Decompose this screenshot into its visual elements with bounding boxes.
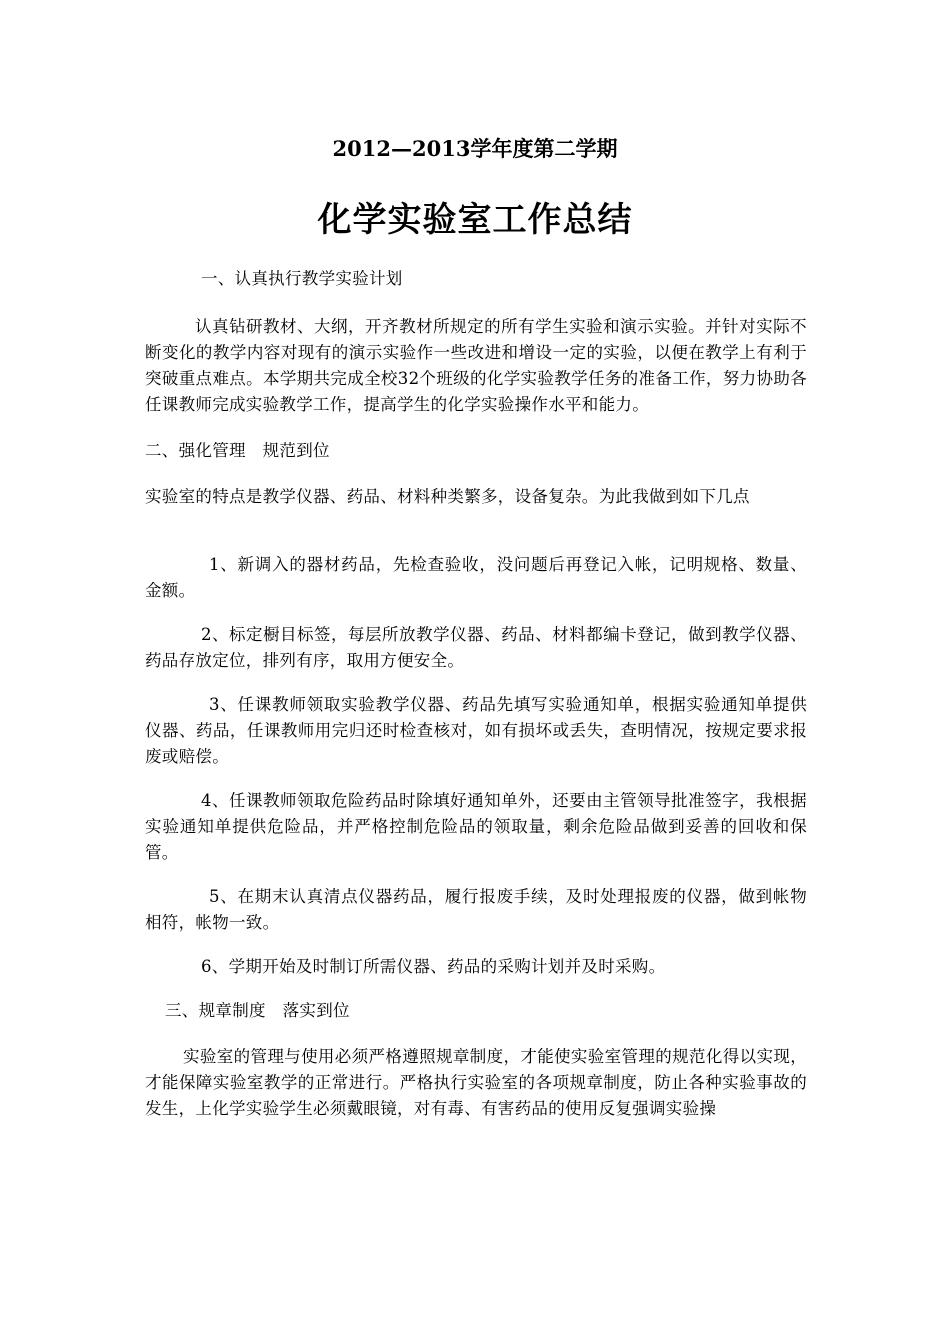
document-subtitle: 2012—2013学年度第二学期 (332, 136, 618, 161)
section2-intro: 实验室的特点是教学仪器、药品、材料种类繁多，设备复杂。为此我做到如下几点 (145, 487, 750, 506)
section1-paragraph: 认真钻研教材、大纲，开齐教材所规定的所有学生实验和演示实验。并针对实际不断变化的教学内容对现有的演示实验作一些改进和增设一定的实验，以便在教学上有利于突破重点难点。本学期共完成全校32个班级的化学实验教学任务的准备工作，努力协助各任课教师完成实验教学工作，提高学生的化学实验操作水平和能力。 (145, 317, 807, 414)
section3-heading: 三、规章制度 落实到位 (165, 1001, 350, 1020)
section2-item-6: 6、学期开始及时制订所需仪器、药品的采购计划并及时采购。 (201, 957, 666, 976)
section2-item-5: 5、在期末认真清点仪器药品，履行报废手续，及时处理报废的仪器，做到帐物相符，帐物一致。 (145, 887, 807, 932)
document-title: 化学实验室工作总结 (317, 200, 633, 240)
section2-item-1: 1、新调入的器材药品，先检查验收，没问题后再登记入帐，记明规格、数量、金额。 (145, 555, 807, 600)
document-body (145, 266, 807, 1122)
section2-item-3: 3、任课教师领取实验教学仪器、药品先填写实验通知单，根据实验通知单提供仪器、药品，任课教师用完归还时检查核对，如有损坏或丢失，查明情况，按规定要求报废或赔偿。 (145, 695, 807, 766)
section1-heading: 一、认真执行教学实验计划 (201, 269, 403, 288)
section2-heading: 二、强化管理 规范到位 (145, 441, 330, 460)
section2-item-4: 4、任课教师领取危险药品时除填好通知单外，还要由主管领导批准签字，我根据实验通知单提供危险品，并严格控制危险品的领取量，剩余危险品做到妥善的回收和保管。 (145, 791, 807, 862)
section2-item-2: 2、标定橱目标签，每层所放教学仪器、药品、材料都编卡登记，做到教学仪器、药品存放定位，排列有序，取用方便安全。 (145, 625, 807, 670)
section3-paragraph: 实验室的管理与使用必须严格遵照规章制度，才能使实验室管理的规范化得以实现，才能保障实验室教学的正常进行。严格执行实验室的各项规章制度，防止各种实验事故的发生，上化学实验学生必须戴眼镜，对有毒、有害药品的使用反复强调实验操 (145, 1047, 807, 1118)
